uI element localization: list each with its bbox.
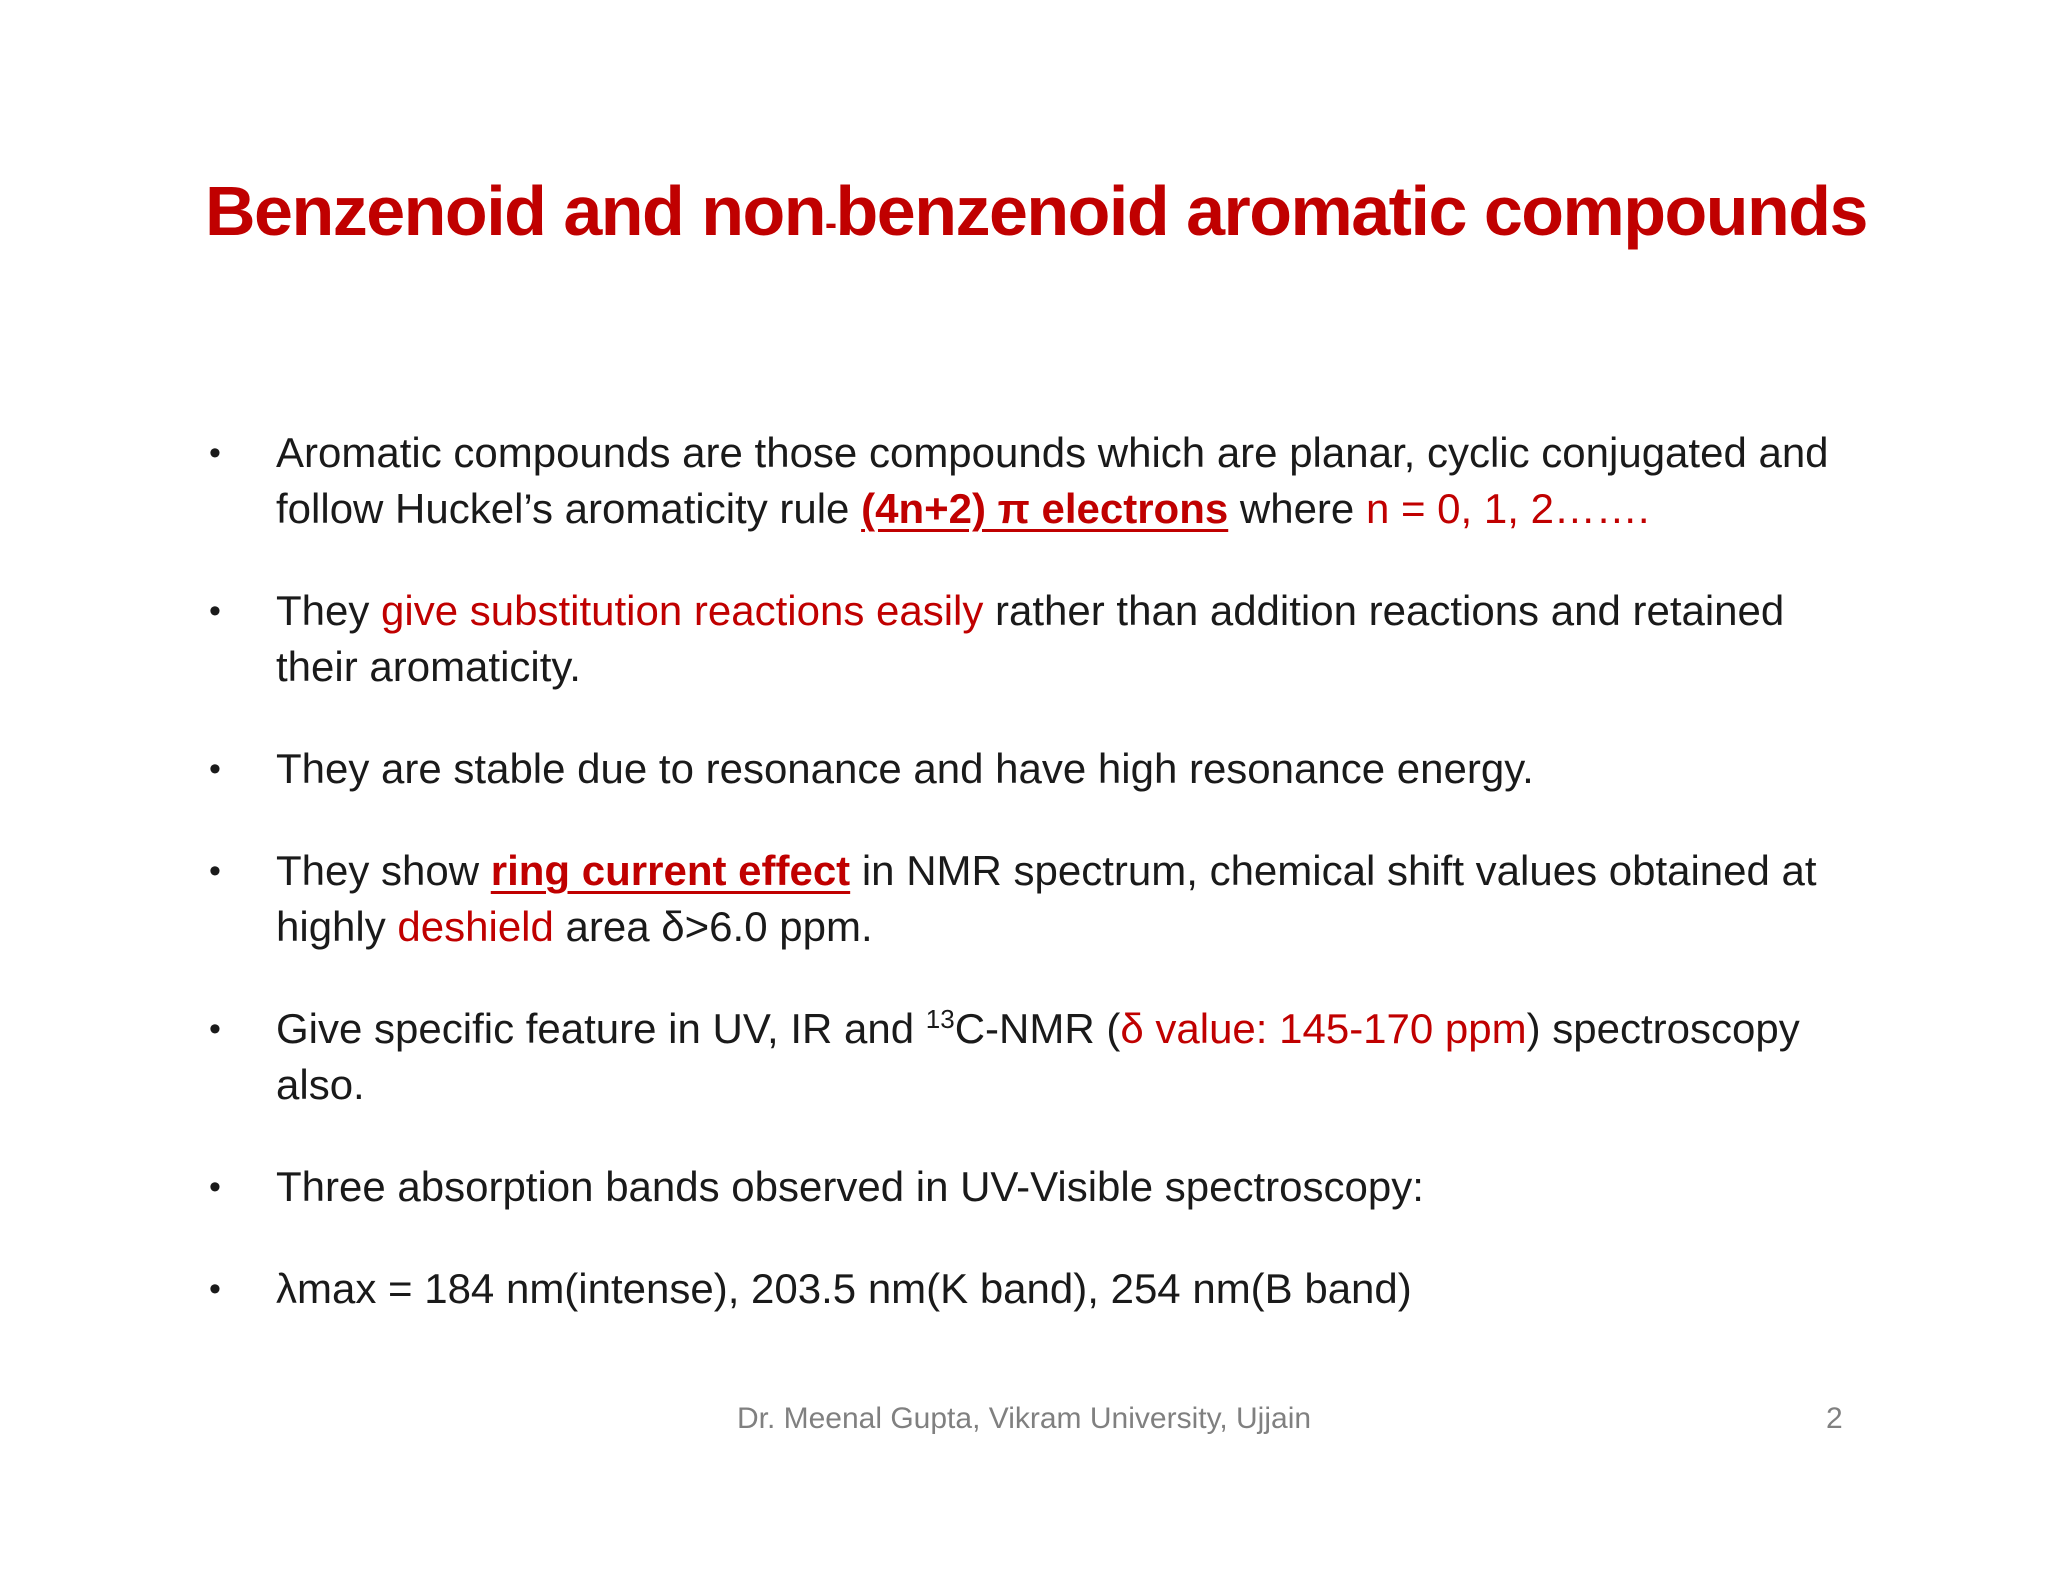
title-hyphen: - bbox=[825, 202, 836, 243]
bullet-text: Three absorption bands observed in UV-Visible spectroscopy: bbox=[276, 1163, 1424, 1210]
bullet-text: rather than addition reactions and retained their aromaticity. bbox=[276, 587, 1785, 690]
bullet-text: They are stable due to resonance and have high resonance energy. bbox=[276, 745, 1534, 792]
huckel-rule-highlight: (4n+2) π electrons bbox=[861, 485, 1229, 532]
bullet-dot-icon: • bbox=[209, 852, 221, 890]
deshield-highlight: deshield bbox=[397, 903, 554, 950]
bullet-text: They bbox=[276, 587, 382, 634]
bullet-text: Aromatic compounds are those compounds which are planar, cyclic conjugated and follow Huckel’s aromaticity rule bbox=[276, 429, 1829, 532]
bullet-text: in NMR spectrum, chemical shift values obtained at highly bbox=[276, 847, 1817, 950]
bullet-item-ring-current bbox=[200, 843, 1840, 955]
bullet-text: Give specific feature in UV, IR and bbox=[276, 1005, 926, 1052]
bullet-item-stability bbox=[200, 741, 1840, 797]
title-part-1: Benzenoid and non bbox=[205, 172, 826, 250]
bullet-text: area δ>6.0 ppm. bbox=[553, 903, 873, 950]
delta-value-highlight: δ value: 145-170 ppm bbox=[1120, 1005, 1527, 1052]
bullet-item-spectroscopy bbox=[200, 1001, 1840, 1113]
isotope-superscript: 13 bbox=[925, 1004, 955, 1034]
substitution-highlight: give substitution reactions easily bbox=[381, 587, 984, 634]
bullet-item-substitution bbox=[200, 583, 1840, 695]
slide-footer: Dr. Meenal Gupta, Vikram University, Ujjain bbox=[736, 1402, 1312, 1435]
bullet-text: They show bbox=[276, 847, 491, 894]
bullet-text: where bbox=[1228, 485, 1366, 532]
bullet-dot-icon: • bbox=[209, 434, 221, 472]
bullet-text: C-NMR ( bbox=[954, 1005, 1121, 1052]
bullet-dot-icon: • bbox=[209, 1010, 221, 1048]
n-values-highlight: n = 0, 1, 2……. bbox=[1365, 485, 1650, 532]
bullet-item-absorption-bands bbox=[200, 1159, 1840, 1215]
bullet-item-lambda-max bbox=[200, 1261, 1840, 1317]
bullet-item-aromatic-definition bbox=[200, 425, 1840, 537]
bullet-text: ) spectroscopy also. bbox=[276, 1005, 1800, 1108]
slide-title bbox=[205, 170, 1867, 264]
bullet-dot-icon: • bbox=[209, 750, 221, 788]
bullet-text: λmax = 184 nm(intense), 203.5 nm(K band), 254 nm(B band) bbox=[276, 1265, 1412, 1312]
title-part-2: benzenoid aromatic compounds bbox=[835, 172, 1867, 250]
ring-current-highlight: ring current effect bbox=[490, 847, 851, 894]
bullet-list bbox=[200, 425, 1840, 1363]
bullet-dot-icon: • bbox=[209, 1270, 221, 1308]
bullet-dot-icon: • bbox=[209, 1168, 221, 1206]
page-number: 2 bbox=[1826, 1402, 1843, 1435]
bullet-dot-icon: • bbox=[209, 592, 221, 630]
